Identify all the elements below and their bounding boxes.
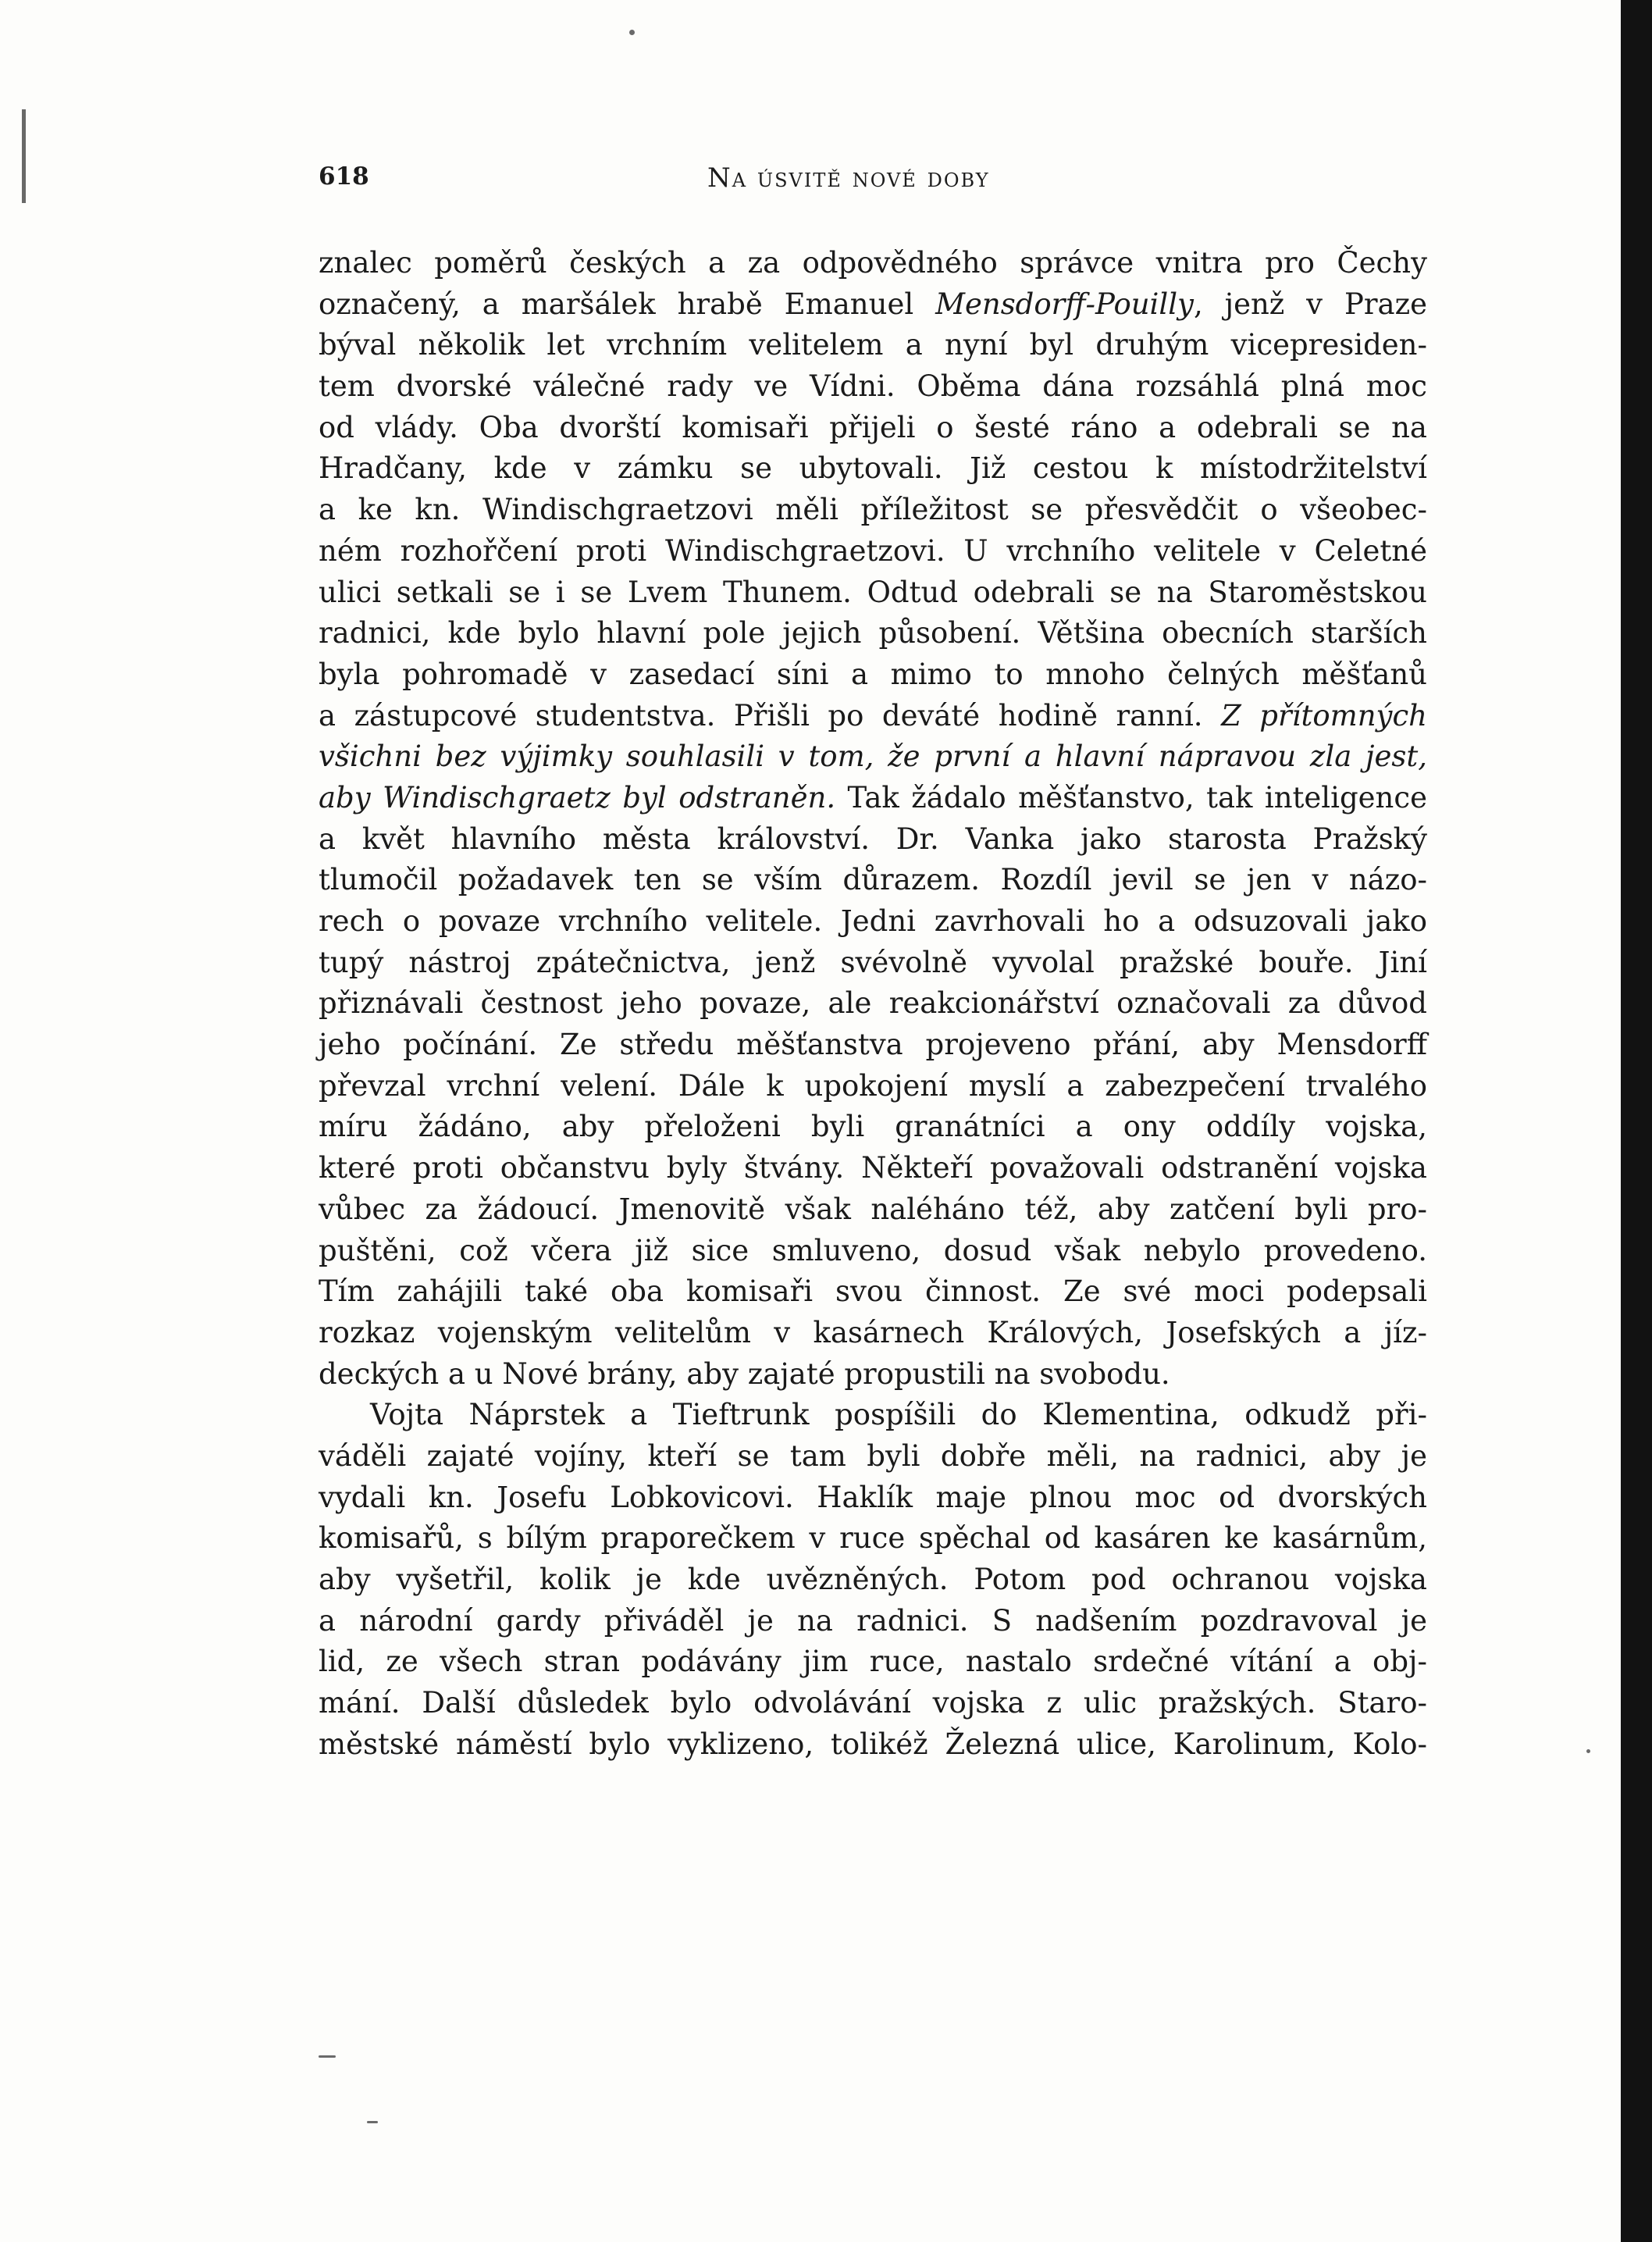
body-text [319, 243, 1427, 1765]
text-line: Hradčany, kde v zámku se ubytovali. Již cestou k místodržitelství [319, 451, 1427, 486]
text-line: Vojta Náprstek a Tieftrunk pospíšili do Klementina, odkudž při- [370, 1398, 1427, 1432]
text-line: byla pohromadě v zasedací síni a mimo to mnoho čelných měšťanů [319, 657, 1427, 691]
text-line: vůbec za žádoucí. Jmenovitě však naléháno též, aby zatčení byli pro- [319, 1192, 1427, 1226]
text-line: městské náměstí bylo vyklizeno, tolikéž Železná ulice, Karolinum, Kolo- [319, 1727, 1427, 1761]
text-line: lid, ze všech stran podávány jim ruce, nastalo srdečné vítání a obj- [319, 1645, 1427, 1679]
text-line: rozkaz vojenským velitelům v kasárnech Králových, Josefských a jíz- [319, 1315, 1427, 1349]
italic-quote: aby Windischgraetz byl odstraněn. [319, 780, 836, 814]
text-line: ulici setkali se i se Lvem Thunem. Odtud odebrali se na Staroměstskou [319, 575, 1427, 609]
text-line: a národní gardy přiváděl je na radnici. S nadšením pozdravoval je [319, 1603, 1427, 1638]
text-line: tem dvorské válečné rady ve Vídni. Oběma dána rozsáhlá plná moc [319, 369, 1427, 404]
text-line: ném rozhořčení proti Windischgraetzovi. U vrchního velitele v Celetné [319, 533, 1427, 568]
text-line: puštěni, což včera již sice smluveno, dosud však nebylo provedeno. [319, 1233, 1427, 1267]
scan-speck [367, 2121, 378, 2123]
text-line: tlumočil požadavek ten se vším důrazem. Rozdíl jevil se jen v názo- [319, 863, 1427, 897]
text-line: od vlády. Oba dvorští komisaři přijeli o šesté ráno a odebrali se na [319, 410, 1427, 444]
text-line: které proti občanstvu byly štvány. Někteří považovali odstranění vojska [319, 1151, 1427, 1185]
text-line: aby Windischgraetz byl odstraněn. Tak žádalo měšťanstvo, tak inteligence [319, 780, 1427, 814]
scan-right-border [1621, 0, 1652, 2242]
text-line: přiznávali čestnost jeho povaze, ale reakcionářství označovali za důvod [319, 986, 1427, 1021]
italic-quote: všichni bez výjimky souhlasili v tom, že první a hlavní nápravou zla jest, [319, 740, 1427, 774]
text-line: označený, a maršálek hrabě Emanuel Mensdorff-Pouilly, jenž v Praze [319, 287, 1427, 321]
italic-quote: Z přítomných [1221, 698, 1427, 732]
scan-speck [629, 30, 635, 35]
text-line: a zástupcové studentstva. Přišli po deváté hodině ranní. Z přítomných [319, 698, 1427, 732]
text-line: míru žádáno, aby přeloženi byli granátníci a ony oddíly vojska, [319, 1110, 1427, 1144]
text-line: a květ hlavního města království. Dr. Vanka jako starosta Pražský [319, 822, 1427, 856]
scan-speck [319, 2055, 336, 2058]
text-line: Tím zahájili také oba komisaři svou činnost. Ze své moci podepsali [319, 1274, 1427, 1309]
text-line: jeho počínání. Ze středu měšťanstva projeveno přání, aby Mensdorff [319, 1028, 1427, 1062]
running-title: Na úsvitě nové doby [707, 162, 990, 194]
text-line: býval několik let vrchním velitelem a nyní byl druhým vicepresiden- [319, 328, 1427, 362]
text-line: a ke kn. Windischgraetzovi měli příležitost se přesvědčit o všeobec- [319, 493, 1427, 527]
text-line: mání. Další důsledek bylo odvolávání vojska z ulic pražských. Staro- [319, 1686, 1427, 1720]
text-line: převzal vrchní velení. Dále k upokojení myslí a zabezpečení trvalého [319, 1068, 1427, 1103]
text-line: komisařů, s bílým praporečkem v ruce spěchal od kasáren ke kasárnům, [319, 1521, 1427, 1556]
text-line: vydali kn. Josefu Lobkovicovi. Haklík maje plnou moc od dvorských [319, 1480, 1427, 1514]
text-line: aby vyšetřil, kolik je kde uvězněných. Potom pod ochranou vojska [319, 1563, 1427, 1596]
text-line: deckých a u Nové brány, aby zajaté propustili na svobodu. [319, 1356, 1170, 1391]
page-header [319, 162, 1427, 201]
text-line: znalec poměrů českých a za odpovědného správce vnitra pro Čechy [319, 246, 1427, 280]
page-number: 618 [319, 162, 369, 191]
text-line [319, 736, 1427, 778]
text-line: radnici, kde bylo hlavní pole jejich působení. Většina obecních starších [319, 616, 1427, 651]
scan-speck [1586, 1749, 1590, 1753]
scan-left-edge-mark [22, 109, 26, 203]
italic-name: Mensdorff-Pouilly [935, 287, 1194, 321]
text-line: váděli zajaté vojíny, kteří se tam byli dobře měli, na radnici, aby je [319, 1438, 1427, 1473]
text-line: rech o povaze vrchního velitele. Jedni zavrhovali ho a odsuzovali jako [319, 904, 1427, 938]
text-line: tupý nástroj zpátečnictva, jenž svévolně vyvolal pražské bouře. Jiní [319, 945, 1427, 979]
